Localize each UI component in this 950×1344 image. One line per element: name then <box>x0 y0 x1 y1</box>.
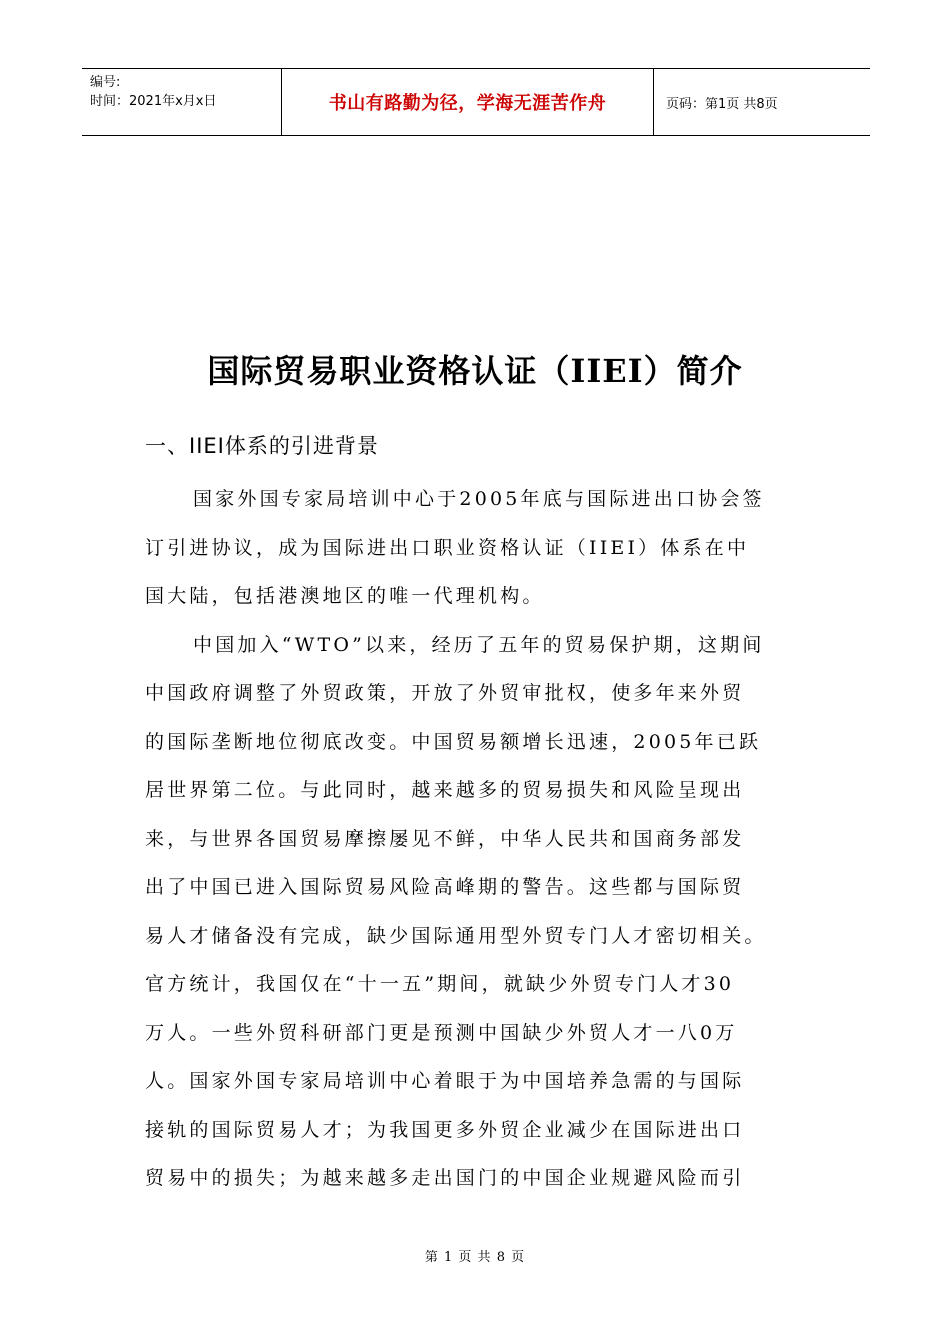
paragraph2-line: 官方统计，我国仅在“十一五”期间，就缺少外贸专门人才30 <box>145 973 735 995</box>
paragraph2-line: 中国加入“WTO”以来，经历了五年的贸易保护期，这期间 <box>193 633 765 656</box>
paragraph2-line: 来，与世界各国贸易摩擦屡见不鲜，中华人民共和国商务部发 <box>145 827 745 850</box>
paragraph2-line: 的国际垄断地位彻底改变。中国贸易额增长迅速，2005年已跃 <box>145 730 762 753</box>
document-body <box>145 475 815 1203</box>
header-motto-cell <box>282 69 654 135</box>
number-label: 编号: <box>90 75 121 90</box>
section-heading: 一、IIEI体系的引进背景 <box>145 434 379 458</box>
paragraph2-line: 人。国家外国专家局培训中心着眼于为中国培养急需的与国际 <box>145 1070 745 1092</box>
page-info: 页码：第1页 共8页 <box>666 96 778 112</box>
paragraph2-line: 贸易中的损失；为越来越多走出国门的中国企业规避风险而引 <box>145 1167 745 1189</box>
paragraph1-line: 国大陆，包括港澳地区的唯一代理机构。 <box>145 585 545 607</box>
paragraph2-line: 中国政府调整了外贸政策，开放了外贸审批权，使多年来外贸 <box>145 682 745 704</box>
paragraph2-line: 万人。一些外贸科研部门更是预测中国缺少外贸人才一八0万 <box>145 1021 738 1044</box>
paragraph2-line: 易人才储备没有完成，缺少国际通用型外贸专门人才密切相关。 <box>145 924 767 947</box>
page-footer: 第 1 页 共 8 页 <box>424 1250 526 1265</box>
paragraph2-line: 居世界第二位。与此同时，越来越多的贸易损失和风险呈现出 <box>145 779 745 801</box>
paragraph1-line: 国家外国专家局培训中心于2005年底与国际进出口协会签 <box>193 488 765 510</box>
time-label: 时间：2021年x月x日 <box>90 94 217 109</box>
paragraph2-line: 接轨的国际贸易人才；为我国更多外贸企业减少在国际进出口 <box>145 1118 745 1141</box>
motto-text: 书山有路勤为径，学海无涯苦作舟 <box>328 93 607 114</box>
header-page-cell <box>654 69 870 135</box>
document-title: 国际贸易职业资格认证（IIEI）简介 <box>207 352 743 390</box>
paragraph1-line: 订引进协议，成为国际进出口职业资格认证（IIEI）体系在中 <box>145 536 750 559</box>
document-header <box>82 68 870 136</box>
paragraph2-line: 出了中国已进入国际贸易风险高峰期的警告。这些都与国际贸 <box>145 876 745 898</box>
header-meta-cell <box>82 69 282 135</box>
